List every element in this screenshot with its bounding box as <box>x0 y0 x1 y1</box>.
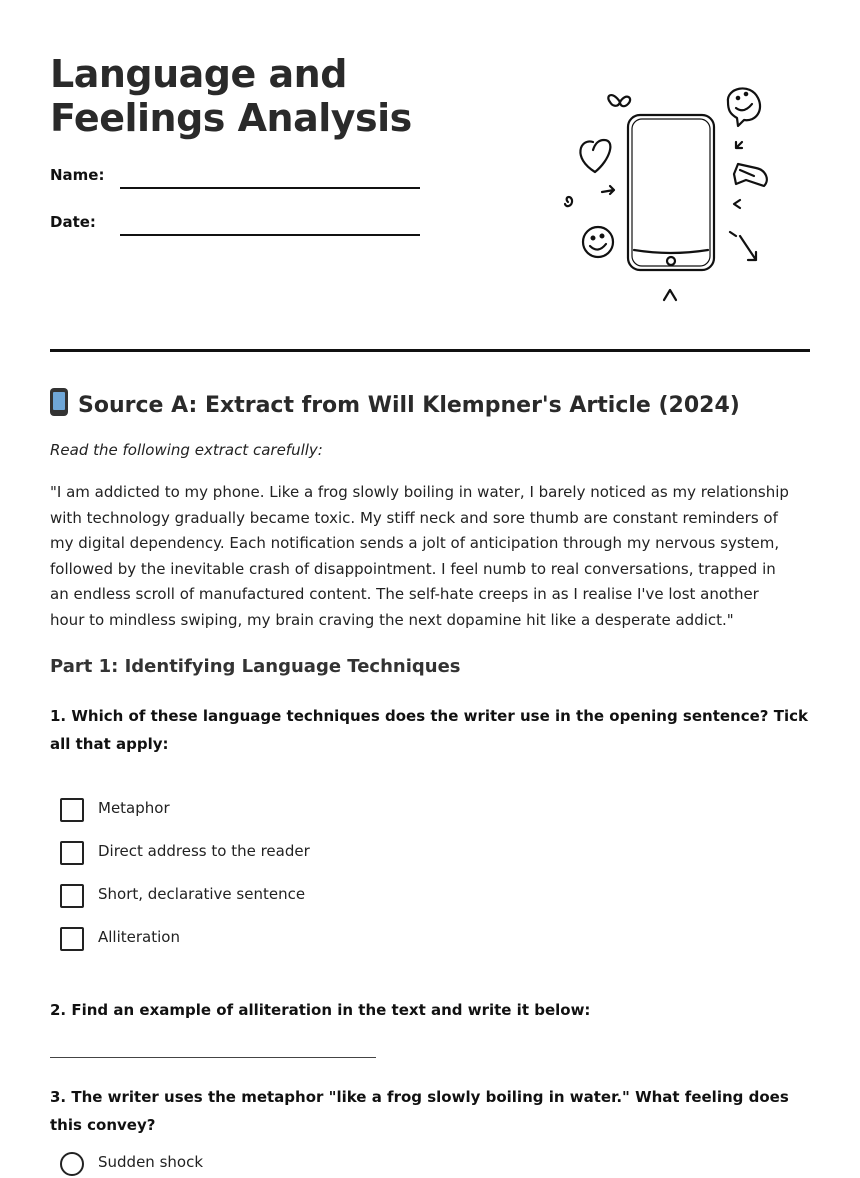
radio-button[interactable] <box>60 1152 84 1176</box>
header-divider <box>50 349 810 352</box>
page-title: Language and Feelings Analysis <box>50 52 412 140</box>
alliteration-answer-line[interactable] <box>50 1057 376 1058</box>
question-1: 1. Which of these language techniques does the writer use in the opening sentence? Tick all that apply: <box>50 707 808 753</box>
question-3: 3. The writer uses the metaphor "like a frog slowly boiling in water." What feeling does this convey? <box>50 1088 789 1134</box>
option-label: Alliteration <box>98 928 180 946</box>
source-heading <box>50 388 740 418</box>
phone-with-emotion-doodles-icon <box>560 80 780 310</box>
reading-instruction: Read the following extract carefully: <box>50 441 323 459</box>
question-2: 2. Find an example of alliteration in the text and write it below: <box>50 1001 591 1019</box>
mobile-phone-icon <box>50 388 68 416</box>
checkbox[interactable] <box>60 927 84 951</box>
part1-heading: Part 1: Identifying Language Techniques <box>50 656 461 677</box>
source-extract: "I am addicted to my phone. Like a frog slowly boiling in water, I barely noticed as my relationship with technology gradually became toxic. My stiff neck and sore thumb are constant reminders of my digital dependency. Each notification sends a jolt of anticipation through my nervous system, followed by the inevitable crash of disappointment. I feel numb to real conversations, trapped in an endless scroll of manufactured content. The self-hate creeps in as I realise I've lost another hour to mindless swiping, my brain craving the next dopamine hit like a desperate addict." <box>50 483 789 629</box>
option-label: Direct address to the reader <box>98 842 310 860</box>
name-field[interactable] <box>120 187 420 189</box>
checkbox[interactable] <box>60 884 84 908</box>
checkbox[interactable] <box>60 841 84 865</box>
option-label: Sudden shock <box>98 1153 204 1171</box>
option-label: Short, declarative sentence <box>98 885 306 903</box>
date-field[interactable] <box>120 234 420 236</box>
option-label: Metaphor <box>98 799 170 817</box>
date-label: Date: <box>50 213 96 231</box>
checkbox[interactable] <box>60 798 84 822</box>
name-label: Name: <box>50 166 105 184</box>
source-heading-text: Source A: Extract from Will Klempner's Article (2024) <box>78 393 740 418</box>
